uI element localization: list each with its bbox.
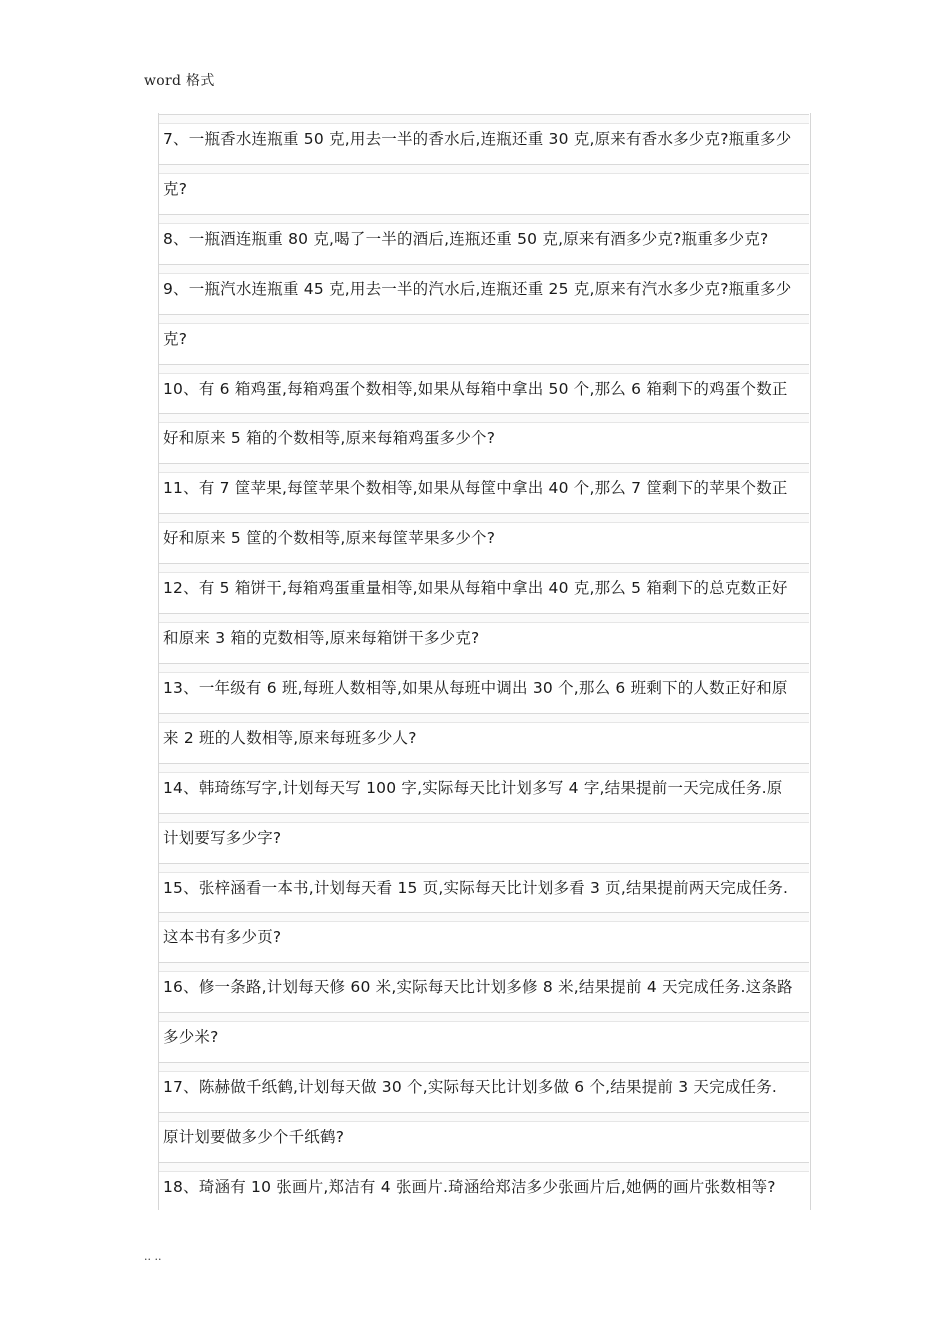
row-divider [159,314,809,324]
row-divider [159,763,809,773]
table-row [159,364,809,414]
problem-text: 13、一年级有 6 班,每班人数相等,如果从每班中调出 30 个,那么 6 班剩下的人数正好和原 [163,679,788,697]
table-row [159,663,809,713]
page-header: word 格式 [144,73,215,89]
table-row [159,1112,809,1162]
problem-text: 15、张梓涵看一本书,计划每天看 15 页,实际每天比计划多看 3 页,结果提前两天完成任务. [163,879,789,897]
row-divider [159,413,809,423]
problem-text: 7、一瓶香水连瓶重 50 克,用去一半的香水后,连瓶还重 30 克,原来有香水多少克?瓶重多少 [163,130,792,148]
table-row [159,1062,809,1112]
problem-text: 9、一瓶汽水连瓶重 45 克,用去一半的汽水后,连瓶还重 25 克,原来有汽水多少克?瓶重多少 [163,280,792,298]
row-divider [159,114,809,124]
problem-text: 来 2 班的人数相等,原来每班多少人? [163,729,417,747]
table-row [159,264,809,314]
problem-text: 16、修一条路,计划每天修 60 米,实际每天比计划多修 8 米,结果提前 4 天完成任务.这条路 [163,978,793,996]
table-row [159,763,809,813]
problem-text: 8、一瓶酒连瓶重 80 克,喝了一半的酒后,连瓶还重 50 克,原来有酒多少克?瓶重多少克? [163,230,769,248]
table-row [159,314,809,364]
table-row [159,114,809,164]
row-divider [159,1062,809,1072]
row-divider [159,863,809,873]
row-divider [159,164,809,174]
problem-text: 10、有 6 箱鸡蛋,每箱鸡蛋个数相等,如果从每箱中拿出 50 个,那么 6 箱剩下的鸡蛋个数正 [163,380,788,398]
problem-text: 多少米? [163,1028,219,1046]
page-footer: .. .. [144,1250,162,1263]
row-divider [159,1162,809,1172]
row-divider [159,962,809,972]
table-row [159,164,809,214]
table-row [159,1162,809,1212]
problem-text: 18、琦涵有 10 张画片,郑洁有 4 张画片.琦涵给郑洁多少张画片后,她俩的画片张数相等? [163,1178,776,1196]
problem-text: 好和原来 5 筐的个数相等,原来每筐苹果多少个? [163,529,496,547]
problem-text: 11、有 7 筐苹果,每筐苹果个数相等,如果从每筐中拿出 40 个,那么 7 筐剩下的苹果个数正 [163,479,788,497]
row-divider [159,613,809,623]
problem-text: 原计划要做多少个千纸鹤? [163,1128,345,1146]
problem-text: 克? [163,330,188,348]
row-divider [159,663,809,673]
problem-text: 12、有 5 箱饼干,每箱鸡蛋重量相等,如果从每箱中拿出 40 克,那么 5 箱剩下的总克数正好 [163,579,788,597]
row-divider [159,214,809,224]
row-divider [159,912,809,922]
problem-text: 和原来 3 箱的克数相等,原来每箱饼干多少克? [163,629,480,647]
table-row [159,563,809,613]
table-row [159,214,809,264]
row-divider [159,1012,809,1022]
row-divider [159,813,809,823]
problem-text: 好和原来 5 箱的个数相等,原来每箱鸡蛋多少个? [163,429,496,447]
row-divider [159,513,809,523]
problem-text: 克? [163,180,188,198]
table-row [159,813,809,863]
problem-text: 计划要写多少字? [163,829,282,847]
row-divider [159,264,809,274]
table-row [159,513,809,563]
problem-text: 14、韩琦练写字,计划每天写 100 字,实际每天比计划多写 4 字,结果提前一天完成任务.原 [163,779,783,797]
table-row [159,1012,809,1062]
row-divider [159,463,809,473]
row-divider [159,1112,809,1122]
problem-text: 17、陈赫做千纸鹤,计划每天做 30 个,实际每天比计划多做 6 个,结果提前 3 天完成任务. [163,1078,778,1096]
table-row [159,413,809,463]
table-row [159,962,809,1012]
table-row [159,912,809,962]
table-row [159,613,809,663]
row-divider [159,713,809,723]
table-row [159,463,809,513]
table-row [159,713,809,763]
row-divider [159,563,809,573]
problem-text: 这本书有多少页? [163,928,282,946]
row-divider [159,364,809,374]
table-row [159,863,809,913]
